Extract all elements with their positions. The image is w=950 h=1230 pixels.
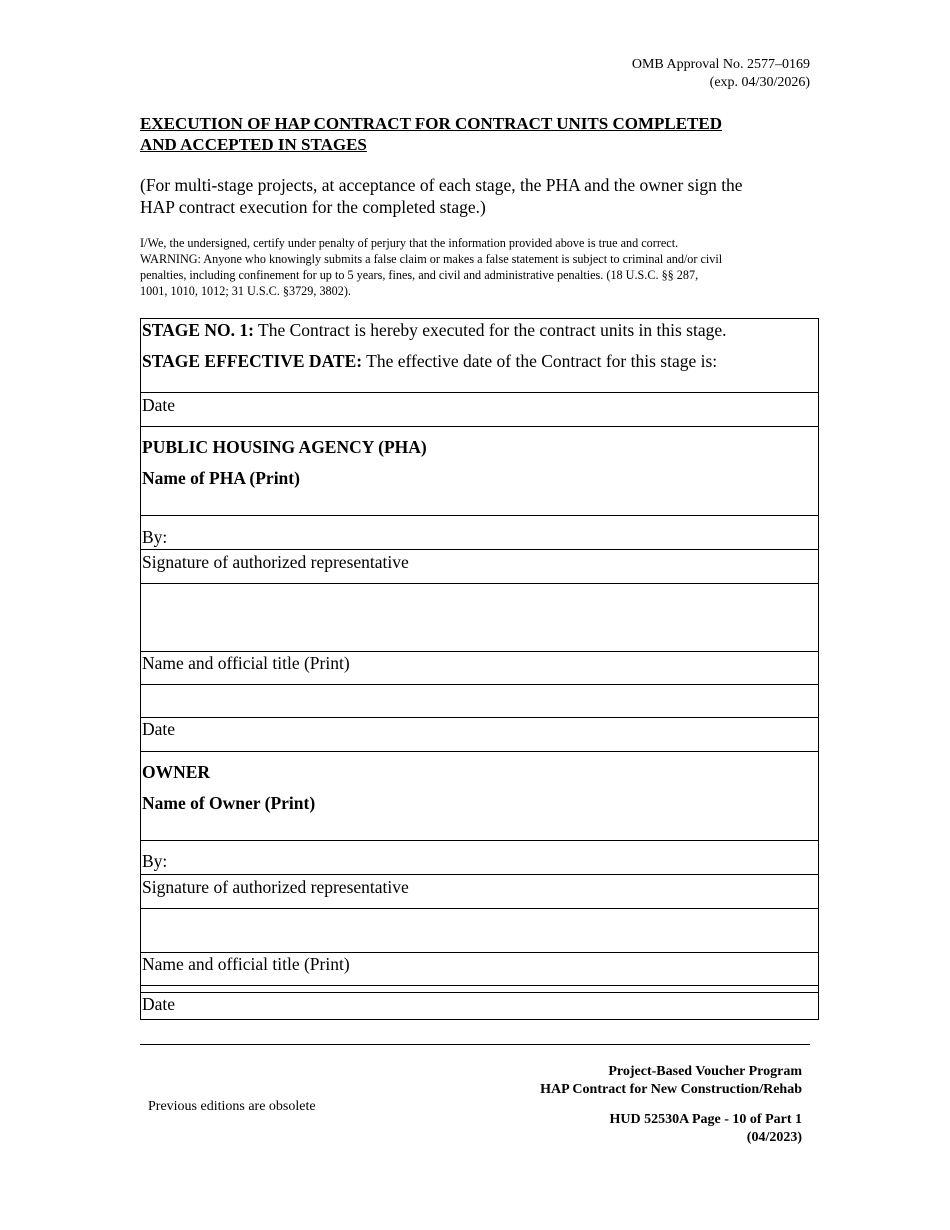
cert-line-2: WARNING: Anyone who knowingly submits a false claim or makes a false statement is subject to criminal and/or civil (140, 252, 723, 266)
footer-form-info (540, 1063, 802, 1147)
stage-date-field[interactable] (141, 393, 818, 427)
pha-name-title-label-row (141, 652, 818, 685)
stage-date-text: The effective date of the Contract for this stage is: (362, 351, 718, 371)
pha-by-label: By: (142, 527, 168, 547)
owner-name-title-label: Name and official title (Print) (142, 954, 350, 974)
stage-no-label: STAGE NO. 1: (142, 320, 254, 340)
owner-by-label: By: (142, 851, 168, 871)
footer-program: Project-Based Voucher Program (608, 1064, 802, 1079)
footer-page-number: HUD 52530A Page - 10 of Part 1 (609, 1112, 802, 1127)
omb-approval-number: OMB Approval No. 2577–0169 (631, 57, 810, 72)
owner-date-field[interactable] (141, 986, 818, 993)
pha-signature-label: Signature of authorized representative (142, 552, 409, 572)
intro-line-2: HAP contract execution for the completed stage.) (140, 197, 486, 217)
pha-date-field[interactable] (141, 685, 818, 718)
cert-line-1: I/We, the undersigned, certify under penalty of perjury that the information provided above is true and correct. (140, 236, 679, 250)
stage-date-label: STAGE EFFECTIVE DATE: (142, 351, 363, 371)
certification-warning (140, 235, 820, 299)
owner-name-field[interactable] (141, 752, 818, 841)
title-line-1: EXECUTION OF HAP CONTRACT FOR CONTRACT UNITS COMPLETED (140, 114, 723, 133)
stage-no-text: The Contract is hereby executed for the contract units in this stage. (253, 320, 727, 340)
pha-by-field[interactable] (141, 516, 818, 550)
pha-name-label: Name of PHA (Print) (142, 468, 300, 488)
execution-form-table (140, 318, 819, 1020)
footer-revision-date: (04/2023) (746, 1130, 802, 1145)
footer-contract: HAP Contract for New Construction/Rehab (540, 1082, 802, 1097)
cert-line-4: 1001, 1010, 1012; 31 U.S.C. §3729, 3802). (140, 284, 351, 298)
owner-name-title-label-row (141, 953, 818, 986)
owner-date-label: Date (142, 994, 176, 1014)
footer-divider (140, 1044, 810, 1045)
pha-date-label-row (141, 718, 818, 752)
pha-signature-label-row (141, 550, 818, 584)
intro-paragraph (140, 174, 820, 218)
pha-name-title-field[interactable] (141, 584, 818, 652)
footer-obsolete-note: Previous editions are obsolete (148, 1099, 316, 1114)
stage-date-field-label: Date (142, 395, 176, 415)
owner-date-label-row (141, 993, 818, 1019)
owner-name-label: Name of Owner (Print) (142, 793, 316, 813)
stage-date-line (142, 350, 717, 372)
owner-signature-label-row (141, 875, 818, 909)
omb-expiration: (exp. 04/30/2026) (709, 75, 810, 90)
owner-name-title-field[interactable] (141, 909, 818, 953)
pha-heading: PUBLIC HOUSING AGENCY (PHA) (142, 437, 427, 457)
omb-approval-block (632, 56, 810, 92)
pha-name-field[interactable] (141, 427, 818, 516)
stage-header-row (141, 319, 818, 393)
cert-line-3: penalties, including confinement for up to 5 years, fines, and civil and administrative penalties. (18 U.S.C. §§ 287, (140, 268, 699, 282)
pha-date-label: Date (142, 719, 176, 739)
owner-signature-label: Signature of authorized representative (142, 877, 409, 897)
pha-name-title-label: Name and official title (Print) (142, 653, 350, 673)
owner-heading: OWNER (142, 762, 211, 782)
intro-line-1: (For multi-stage projects, at acceptance of each stage, the PHA and the owner sign the (140, 175, 743, 195)
stage-no-line (142, 319, 727, 341)
owner-by-field[interactable] (141, 841, 818, 875)
page-title (140, 113, 820, 155)
title-line-2: AND ACCEPTED IN STAGES (140, 135, 367, 154)
